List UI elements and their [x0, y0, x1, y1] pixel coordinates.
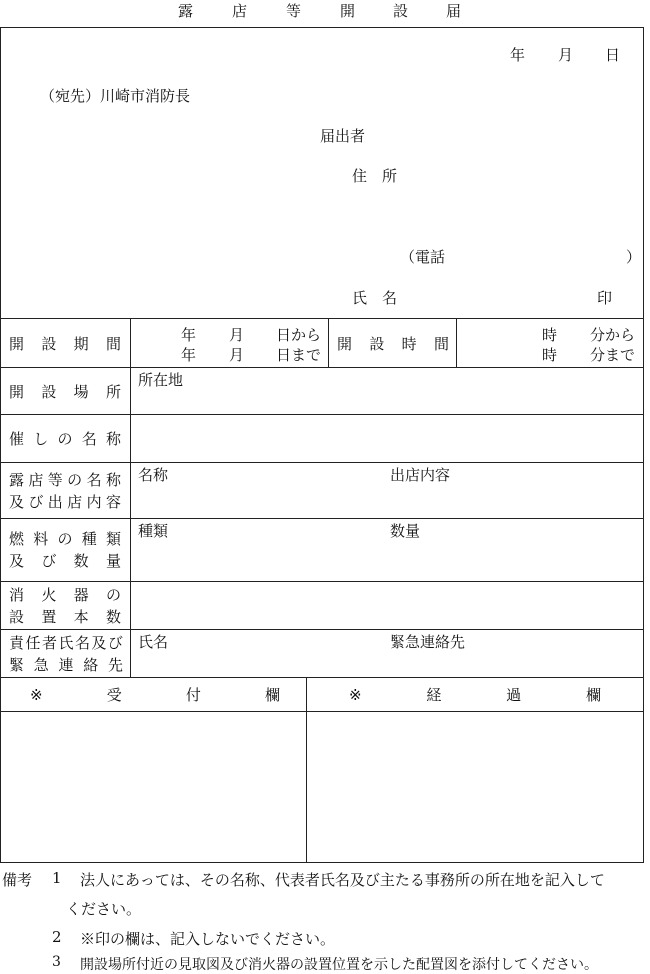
- office-column-divider: [306, 677, 307, 862]
- frame-left: [0, 27, 1, 863]
- place-label: 開 設 場 所: [9, 382, 121, 401]
- note-number: 2: [52, 928, 62, 946]
- period-value: 年 月 日から 年 月 日まで: [181, 326, 322, 364]
- addressee: （宛先）川崎市消防長: [40, 87, 191, 105]
- row-divider: [0, 711, 644, 712]
- address-label: 住 所: [352, 167, 398, 185]
- note-text: 法人にあっては、その名称、代表者氏名及び主たる事務所の所在地を記入して: [80, 871, 605, 889]
- stall-name-field: 名称: [138, 466, 169, 484]
- note-number: 1: [52, 869, 62, 887]
- note-number: 3: [52, 954, 61, 970]
- title-char: 等: [286, 2, 302, 20]
- seal-mark: 印: [597, 289, 613, 307]
- note-text: 開設場所付近の見取図及び消火器の設置位置を示した配置図を添付してください。: [80, 957, 598, 973]
- manager-name-field: 氏名: [138, 633, 169, 651]
- fuel-type-field: 種類: [138, 522, 169, 540]
- place-location-field: 所在地: [138, 371, 184, 389]
- applicant-label: 届出者: [320, 127, 366, 145]
- period-label: 開 設 期 間: [9, 334, 121, 353]
- hours-value: 時 分から 時 分まで: [542, 326, 636, 364]
- label-column-divider: [130, 318, 131, 677]
- fuel-quantity-field: 数量: [390, 522, 421, 540]
- title-char: 開: [340, 2, 356, 20]
- note-text: ※印の欄は、記入しないでください。: [80, 930, 336, 948]
- phone-label: （電話: [400, 248, 446, 266]
- extinguisher-label: 消 火 器 の 設 置 本 数: [9, 585, 121, 626]
- title-char: 店: [232, 2, 248, 20]
- title-char: 設: [393, 2, 409, 20]
- hours-label: 開 設 時 間: [337, 334, 449, 353]
- period-hours-divider: [328, 318, 329, 367]
- date-month-label: 月: [558, 46, 574, 64]
- reception-header: ※ 受 付 欄: [30, 685, 280, 704]
- event-name-label: 催 し の 名 称: [9, 430, 121, 448]
- frame-bottom: [0, 862, 644, 863]
- note-text-continued: ください。: [66, 900, 142, 918]
- stall-content-field: 出店内容: [390, 466, 451, 484]
- title-char: 届: [446, 2, 462, 20]
- stall-label: 露 店 等 の 名 称 及 び 出 店 内 容: [9, 470, 121, 511]
- fuel-label: 燃 料 の 種 類 及 び 数 量: [9, 530, 121, 570]
- frame-right: [643, 27, 644, 863]
- phone-close-paren: ）: [626, 248, 642, 266]
- hours-label-divider: [456, 318, 457, 367]
- date-day-label: 日: [605, 46, 621, 64]
- date-year-label: 年: [510, 46, 526, 64]
- manager-label: 責 任 者 氏 名 及 び 緊 急 連 絡 先: [9, 633, 123, 674]
- notes-heading: 備考: [2, 871, 33, 889]
- title-char: 露: [178, 2, 194, 20]
- form-title: [0, 0, 650, 24]
- frame-top: [0, 27, 644, 28]
- emergency-contact-field: 緊急連絡先: [390, 633, 466, 651]
- name-label: 氏 名: [352, 289, 398, 307]
- progress-header: ※ 経 過 欄: [349, 685, 601, 704]
